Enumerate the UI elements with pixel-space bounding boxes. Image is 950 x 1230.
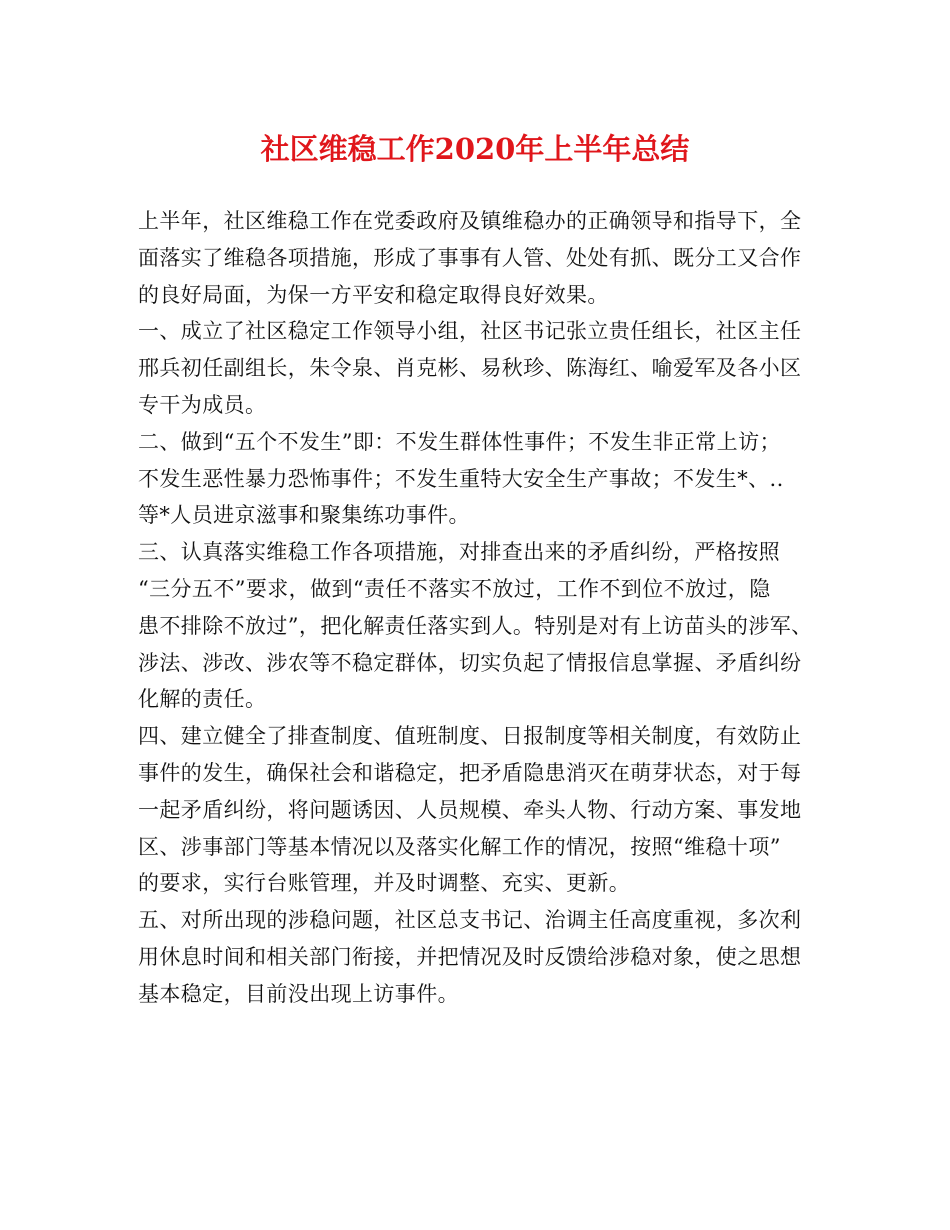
body-line: 四、建立健全了排查制度、值班制度、日报制度等相关制度，有效防止: [138, 724, 802, 749]
body-line: 一、成立了社区稳定工作领导小组，社区书记张立贵任组长，社区主任: [138, 319, 802, 344]
body-line: 患不排除不放过”，把化解责任落实到人。特别是对有上访苗头的涉军、: [138, 613, 813, 638]
body-line: 面落实了维稳各项措施，形成了事事有人管、处处有抓、既分工又合作: [138, 245, 802, 270]
body-line: 上半年，社区维稳工作在党委政府及镇维稳办的正确领导和指导下，全: [138, 209, 802, 233]
body-line: 的要求，实行台账管理，并及时调整、充实、更新。: [138, 871, 631, 896]
body-line: 专干为成员。: [138, 392, 267, 417]
body-line: 邢兵初任副组长，朱令泉、肖克彬、易秋珍、陈海红、喻爱军及各小区: [138, 356, 802, 381]
body-line: 的良好局面，为保一方平安和稳定取得良好效果。: [138, 282, 609, 307]
body-line: 五、对所出现的涉稳问题，社区总支书记、治调主任高度重视，多次利: [138, 908, 802, 933]
body-line: 区、涉事部门等基本情况以及落实化解工作的情况，按照“维稳十项”: [138, 834, 781, 859]
body-line: 基本稳定，目前没出现上访事件。: [138, 981, 459, 1006]
document-title: 社区维稳工作2020年上半年总结: [260, 132, 690, 166]
body-line: 三、认真落实维稳工作各项措施，对排查出来的矛盾纠纷，严格按照: [138, 540, 780, 565]
body-line: “三分五不”要求，做到“责任不落实不放过，工作不到位不放过，隐: [138, 576, 771, 601]
document-body: [138, 203, 818, 1013]
body-line: 二、做到“五个不发生”即：不发生群体性事件；不发生非正常上访；: [138, 429, 781, 454]
body-line: 一起矛盾纠纷，将问题诱因、人员规模、牵头人物、行动方案、事发地: [138, 797, 802, 822]
body-line: 用休息时间和相关部门衔接，并把情况及时反馈给涉稳对象，使之思想: [138, 944, 802, 969]
body-line: 事件的发生，确保社会和谐稳定，把矛盾隐患消灭在萌芽状态，对于每: [138, 760, 802, 785]
body-line: 不发生恶性暴力恐怖事件；不发生重特大安全生产事故；不发生*、..: [138, 466, 784, 491]
body-line: 等*人员进京滋事和聚集练功事件。: [138, 503, 470, 528]
body-line: 涉法、涉改、涉农等不稳定群体，切实负起了情报信息掌握、矛盾纠纷: [138, 650, 802, 675]
body-line: 化解的责任。: [138, 687, 267, 712]
